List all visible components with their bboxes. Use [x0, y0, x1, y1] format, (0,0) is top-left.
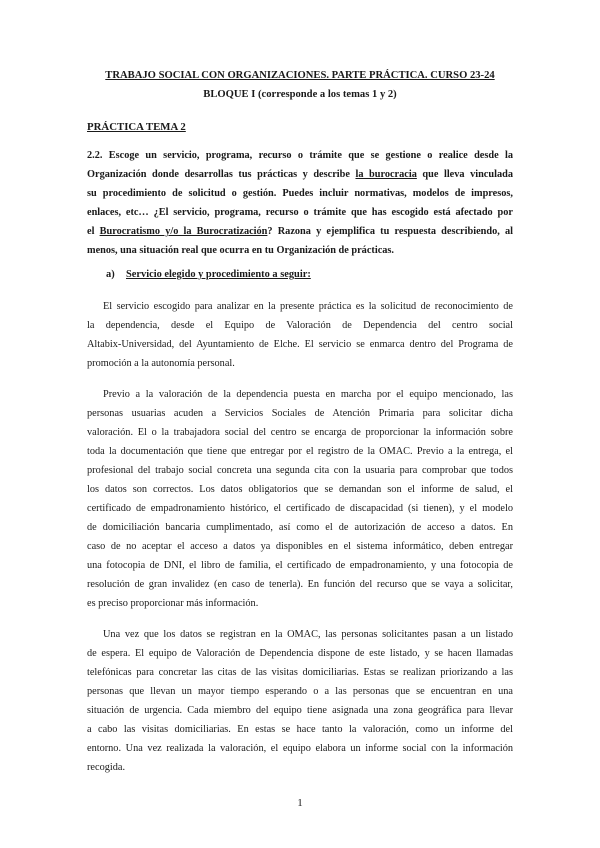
paragraph-3-line: personas que llevan un mayor tiempo esperando o a las personas que se encuentran en una — [87, 686, 513, 697]
question-line-6: menos, una situación real que ocurra en tu Organización de prácticas. — [87, 245, 394, 256]
subsection-heading: a) Servicio elegido y procedimiento a seguir: — [106, 269, 311, 280]
paragraph-2-line: certificado de empadronamiento histórico, el certificado de discapacidad (si tienen), y el modelo — [87, 503, 513, 514]
paragraph-2-line: resolución de gran invalidez (en caso de tenerla). En función del recurso que se vaya a solicitar, — [87, 579, 513, 590]
paragraph-2-line: profesional del trabajo social concreta una segunda cita con la usuaria para comprobar que todos — [87, 465, 513, 476]
document-title: TRABAJO SOCIAL CON ORGANIZACIONES. PARTE PRÁCTICA. CURSO 23-24 — [105, 70, 495, 81]
paragraph-2-line: personas usuarias acuden a Servicios Sociales de Atención Primaria para solicitar dicha — [87, 408, 513, 419]
paragraph-3-line: a cabo las visitas domiciliarias. En estas se hace tanto la valoración, como un informe del — [87, 724, 513, 735]
question-line-5: el Burocratismo y/o la Burocratización? Razona y ejemplifica tu respuesta describiendo, al — [87, 226, 513, 237]
paragraph-1-line: Altabix-Universidad, del Ayuntamiento de Elche. El servicio se enmarca dentro del Programa de — [87, 339, 513, 350]
paragraph-1-line: la dependencia, desde el Equipo de Valoración de Dependencia del centro social — [87, 320, 513, 331]
paragraph-2-line: toda la documentación que tiene que entregar por el registro de la OMAC. Previo a la entrega, el — [87, 446, 513, 457]
question-line-4: enlaces, etc… ¿El servicio, programa, recurso o trámite que has escogido está afectado por — [87, 207, 513, 218]
paragraph-2-line: es preciso proporcionar más información. — [87, 598, 259, 609]
paragraph-2-line: los datos son correctos. Los datos obligatorios que se demandan son el informe de salud, el — [87, 484, 513, 495]
paragraph-2-line: valoración. El o la trabajadora social del centro se encarga de proporcionar la información sobre — [87, 427, 513, 438]
paragraph-2-line: una fotocopia de DNI, el libro de familia, el certificado de empadronamiento, y una fotocopia de — [87, 560, 513, 571]
page-number: 1 — [297, 797, 303, 809]
paragraph-3-line: situación de urgencia. Cada miembro del equipo tiene asignada una zona geográfica para llevar — [87, 705, 513, 716]
paragraph-1-line: promoción a la autonomía personal. — [87, 358, 235, 369]
question-line-3: su procedimiento de solicitud o gestión. Puedes incluir normativas, modelos de impresos, — [87, 188, 513, 199]
block-subtitle: BLOQUE I (corresponde a los temas 1 y 2) — [203, 89, 397, 100]
section-title: PRÁCTICA TEMA 2 — [87, 121, 186, 133]
question-line-2: Organización donde desarrollas tus prácticas y describe la burocracia que lleva vinculada — [87, 169, 513, 180]
paragraph-3-line: de espera. El equipo de Valoración de Dependencia dispone de este listado, y se hacen llamadas — [87, 648, 513, 659]
paragraph-2-line: Previo a la valoración de la dependencia puesta en marcha por el equipo mencionado, las — [103, 389, 513, 400]
paragraph-2-line: de domiciliación bancaria cumplimentado, así como el de autorización de acceso a datos. En — [87, 522, 513, 533]
question-line-1: 2.2. Escoge un servicio, programa, recurso o trámite que se gestione o realice desde la — [87, 150, 513, 161]
paragraph-3-line: telefónicas para concretar las citas de las visitas domiciliarias. Estas se realizan priorizando a las — [87, 667, 513, 678]
paragraph-1-line: El servicio escogido para analizar en la presente práctica es la solicitud de reconocimiento de — [103, 301, 513, 312]
paragraph-3-line: entorno. Una vez realizada la valoración, el equipo elabora un informe social con la información — [87, 743, 513, 754]
paragraph-3-line: recogida. — [87, 762, 126, 773]
paragraph-3-line: Una vez que los datos se registran en la OMAC, las personas solicitantes pasan a un listado — [103, 629, 513, 640]
paragraph-2-line: caso de no aceptar el acceso a datos ya disponibles en el sistema informático, deben entregar — [87, 541, 513, 552]
